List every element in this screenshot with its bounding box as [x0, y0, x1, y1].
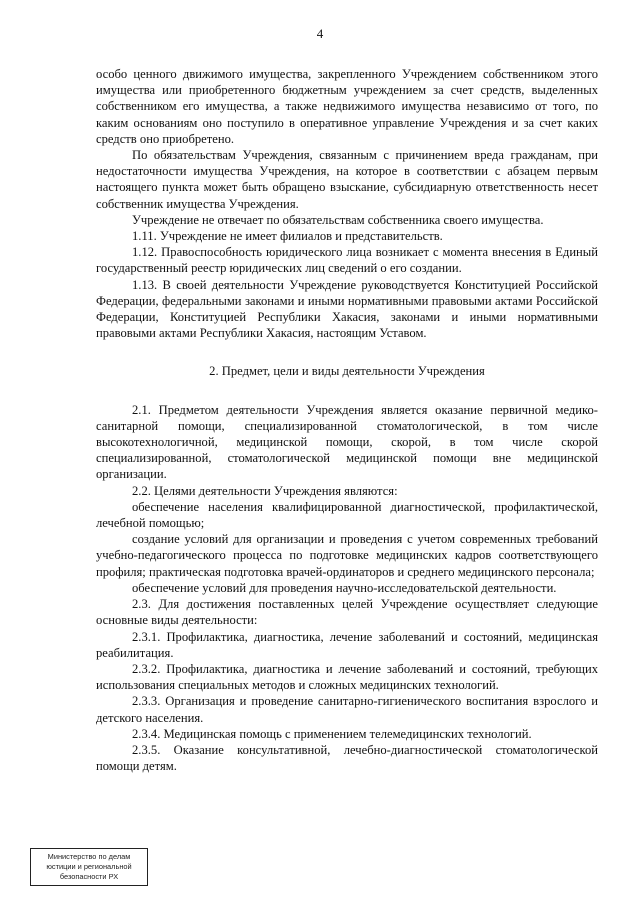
stamp-line-2: юстиции и региональной: [46, 862, 132, 871]
paragraph-2-1: 2.1. Предметом деятельности Учреждения является оказание первичной медико-санитарной помощи, специализированной стоматологической, в том числе высокотехнологичной, медицинской помощи, скорой, в том числе скорой специализированной, стоматологической медицинской помощи вне медицинской организации.: [96, 402, 598, 482]
section-heading: 2. Предмет, цели и виды деятельности Учреждения: [209, 364, 485, 379]
paragraph-2-2: 2.2. Целями деятельности Учреждения являются:: [132, 483, 398, 498]
stamp-line-3: безопасности РХ: [59, 872, 119, 881]
paragraph-subsidiary-liability: По обязательствам Учреждения, связанным с причинением вреда гражданам, при недостаточности имущества Учреждения, на которое в соответствии с абзацем первым настоящего пункта может быть обращено взыскание, субсидиарную ответственность несет собственник имущества Учреждения.: [96, 148, 598, 211]
paragraph-2-3-2: 2.3.2. Профилактика, диагностика и лечение заболеваний и состояний, требующих использования специальных методов и сложных медицинских технологий.: [96, 661, 598, 693]
document-body: [96, 66, 598, 774]
paragraph-2-3-3: 2.3.3. Организация и проведение санитарно-гигиенического воспитания взрослого и детского населения.: [96, 694, 598, 725]
paragraph-1-11: 1.11. Учреждение не имеет филиалов и представительств.: [132, 229, 443, 244]
stamp-line-1: Министерство по делам: [47, 852, 131, 861]
goal-item-2: создание условий для организации и проведения с учетом современных требований учебно-педагогического процесса по подготовке медицинских кадров соответствующего профиля; практическая подготовка врачей-ординаторов и среднего медицинского персонала;: [96, 532, 598, 579]
paragraph-2-3-4: 2.3.4. Медицинская помощь с применением телемедицинских технологий.: [132, 726, 532, 741]
goal-item-1: обеспечение населения квалифицированной диагностической, профилактической, лечебной помощью;: [96, 499, 598, 531]
paragraph-property-liability: особо ценного движимого имущества, закрепленного Учреждением собственником этого имущества или приобретенного бюджетным учреждением за счет средств, выделенных собственником его имущества, а также недвижимого имущества независимо от того, по каким основаниям оно поступило в оперативное управление Учреждения и за счет каких средств оно приобретено.: [96, 67, 598, 146]
paragraph-1-12: 1.12. Правоспособность юридического лица возникает с момента внесения в Единый государственный реестр юридических лиц сведений о его создании.: [96, 245, 598, 276]
paragraph-1-13: 1.13. В своей деятельности Учреждение руководствуется Конституцией Российской Федерации, федеральными законами и иными нормативными правовыми актами Российской Федерации, Конституцией Республики Хакасия, законами и иными нормативными правовыми актами Республики Хакасия, настоящим Уставом.: [96, 277, 598, 341]
paragraph-2-3-1: 2.3.1. Профилактика, диагностика, лечение заболеваний и состояний, медицинская реабилитация.: [96, 629, 598, 660]
page-number: 4: [316, 26, 324, 41]
ministry-stamp: [30, 848, 148, 886]
paragraph-owner-obligations: Учреждение не отвечает по обязательствам собственника своего имущества.: [132, 212, 544, 227]
paragraph-2-3-5: 2.3.5. Оказание консультативной, лечебно-диагностической стоматологической помощи детям.: [96, 742, 598, 774]
paragraph-2-3: 2.3. Для достижения поставленных целей Учреждение осуществляет следующие основные виды деятельности:: [96, 597, 598, 628]
goal-item-3: обеспечение условий для проведения научно-исследовательской деятельности.: [132, 580, 557, 595]
